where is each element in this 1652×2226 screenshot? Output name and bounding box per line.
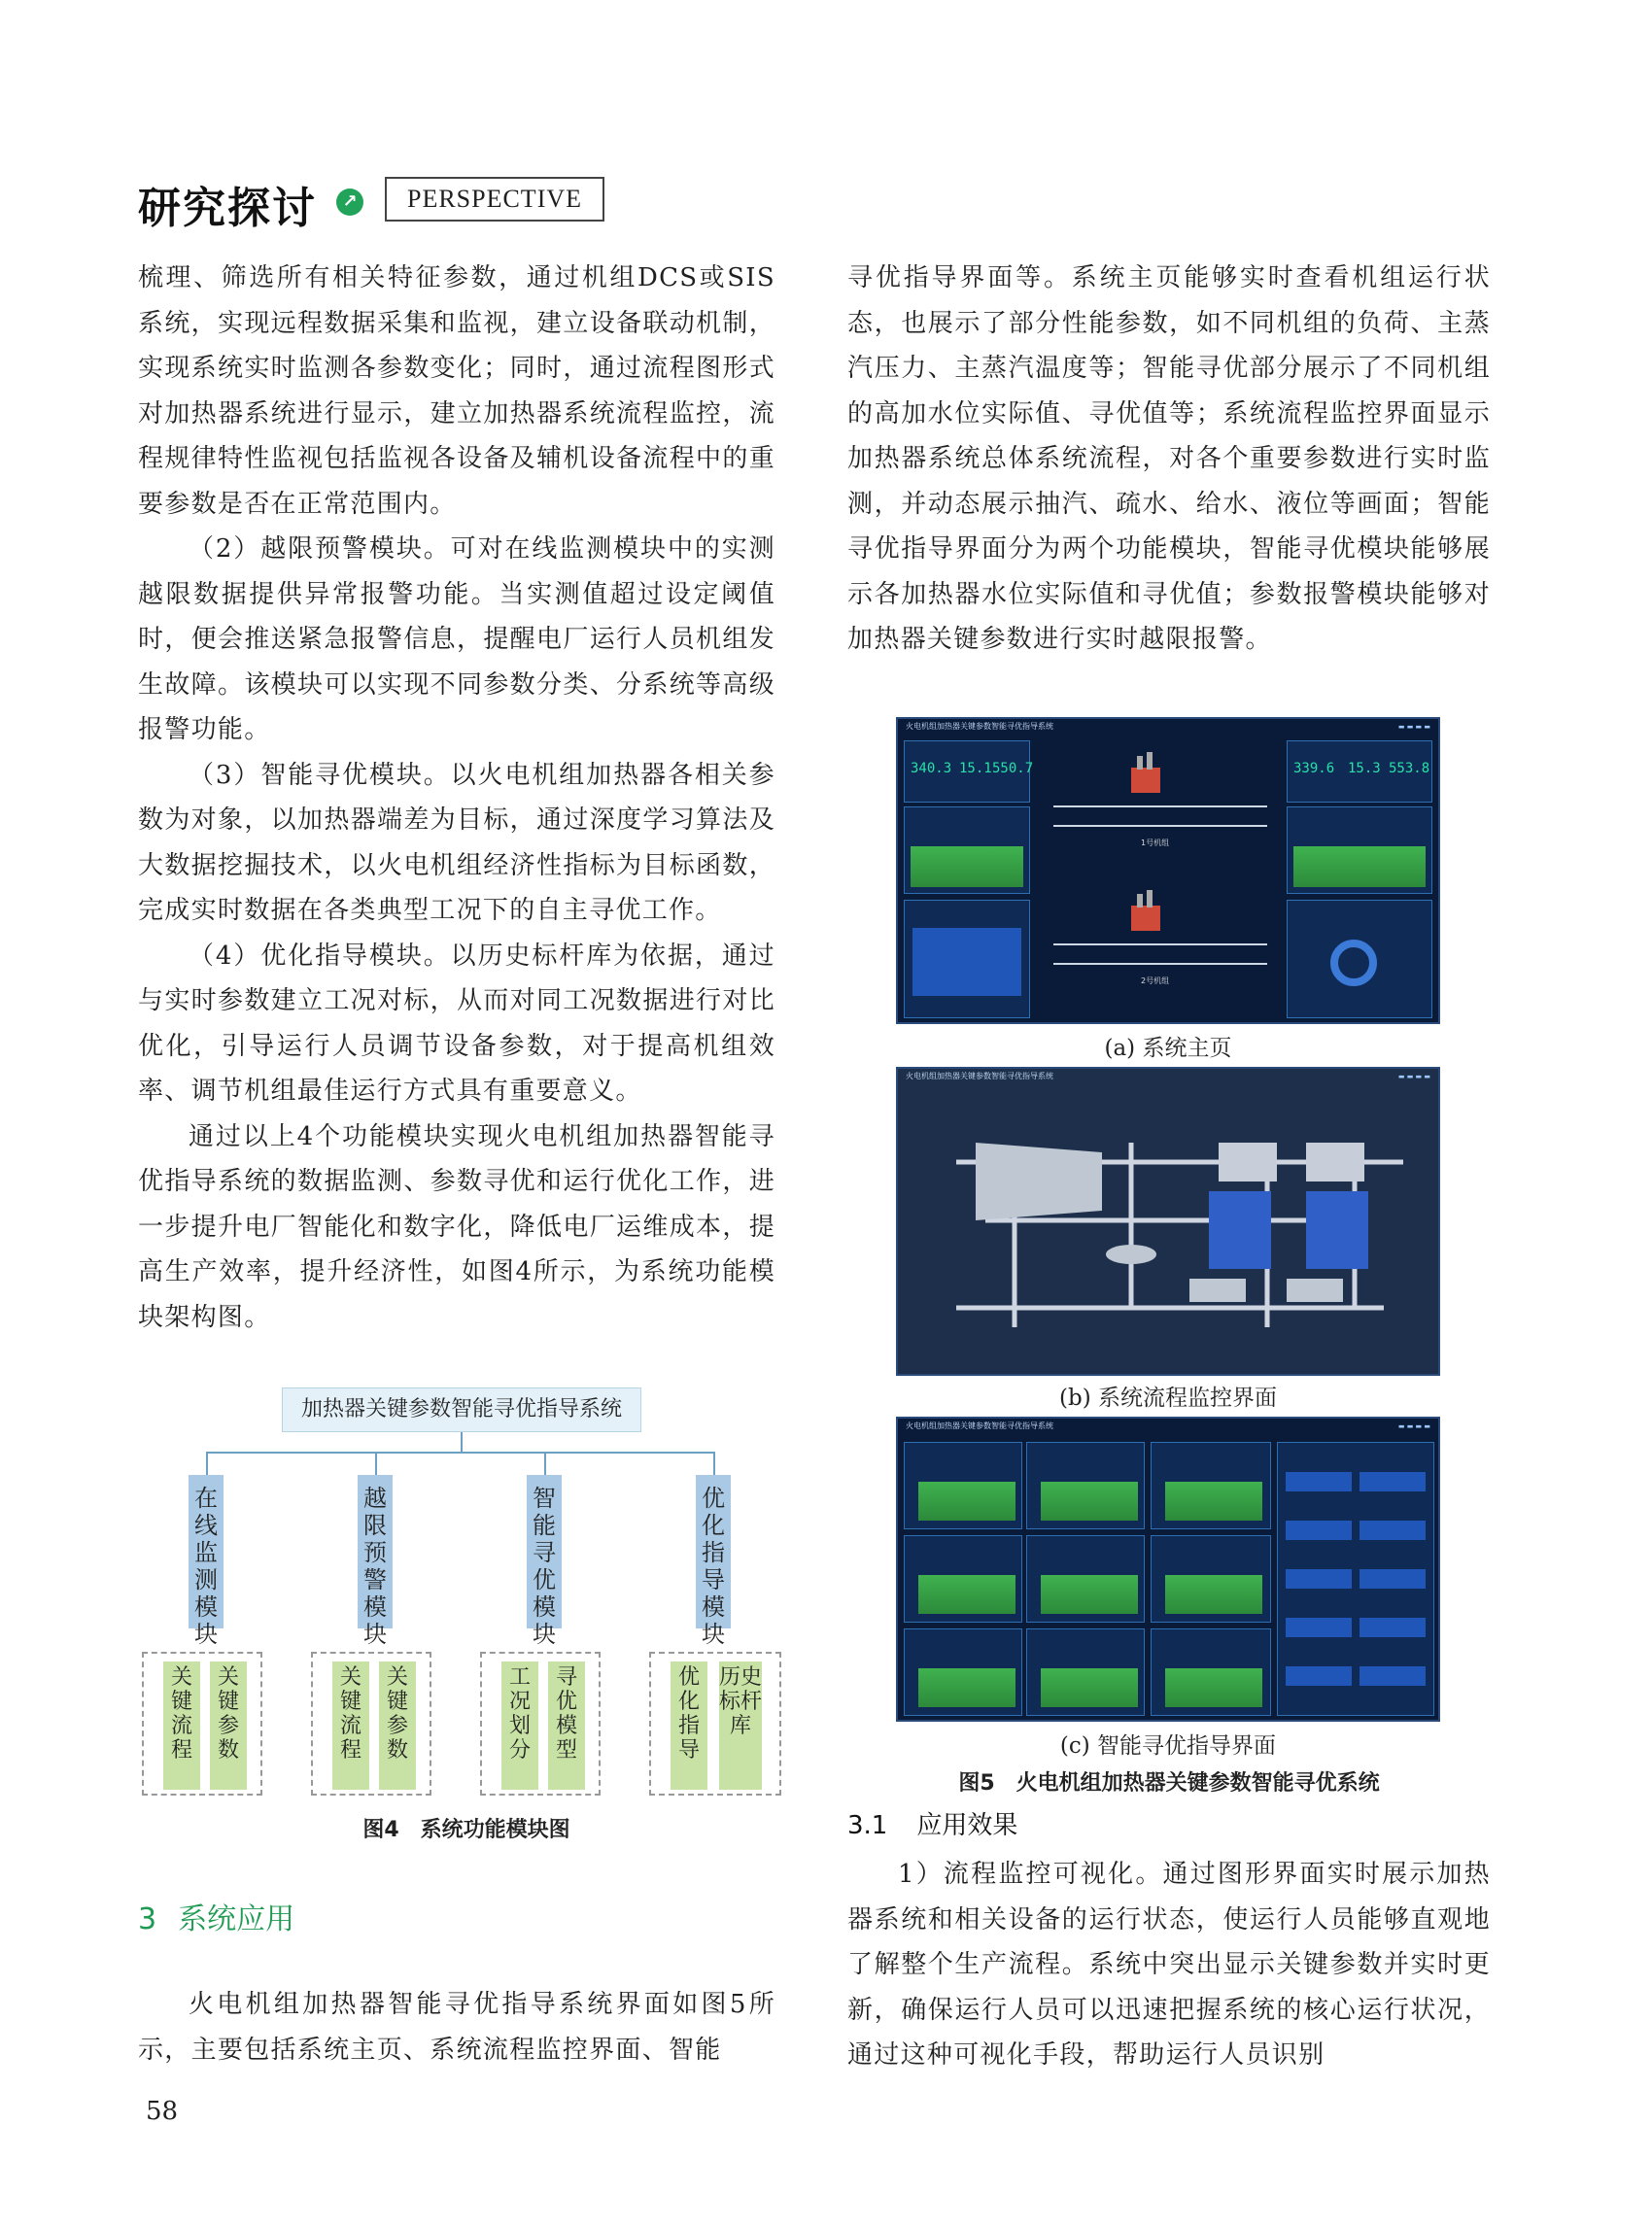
chart-panel (1151, 1442, 1271, 1529)
screen-nav: ▬ ▬ ▬ ▬ (1397, 1073, 1430, 1080)
digit-readout: 553.8 (1389, 761, 1430, 776)
figure5-caption: 图5 火电机组加热器关键参数智能寻优系统 (958, 1771, 1380, 1796)
chart-panel (1026, 1628, 1145, 1716)
page-number: 58 (146, 2097, 179, 2126)
section-en-label: PERSPECTIVE (385, 177, 604, 222)
module-box-limit-warning: 越限预警模块 (358, 1475, 393, 1628)
chart-panel (1026, 1535, 1145, 1623)
leaf-box: 关键参数 (379, 1661, 416, 1790)
leaf-group (649, 1652, 781, 1796)
leaf-box: 寻优模型 (548, 1661, 585, 1790)
screen-nav: ▬ ▬ ▬ ▬ (1397, 723, 1430, 731)
leaf-box: 关键流程 (332, 1661, 369, 1790)
trend-panel (1287, 806, 1432, 894)
section-number: 3 (138, 1902, 157, 1936)
paragraph: （3）智能寻优模块。以火电机组加热器各相关参数为对象，以加热器端差为目标，通过深度学习算法及大数据挖掘技术，以火电机组经济性指标为目标函数，完成实时数据在各类典型工况下的自主寻优工作。 (138, 760, 775, 925)
leaf-box: 工况划分 (501, 1661, 538, 1790)
subsection-text (847, 1852, 1491, 2078)
digit-readout: 550.7 (992, 761, 1034, 776)
screen-title: 火电机组加热器关键参数智能寻优指导系统 (906, 722, 1053, 731)
leaf-box: 优化指导 (671, 1661, 707, 1790)
chart-panel (1151, 1535, 1271, 1623)
subsection-title: 应用效果 (916, 1811, 1018, 1840)
chart-panel (1151, 1628, 1271, 1716)
leaf-group (142, 1652, 262, 1796)
subcaption-a: (a) 系统主页 (1104, 1036, 1232, 1061)
digit-readout: 339.6 (1293, 761, 1335, 776)
alarm-list-panel (1277, 1442, 1434, 1716)
paragraph: 寻优指导界面等。系统主页能够实时查看机组运行状态，也展示了部分性能参数，如不同机组的负荷、主蒸汽压力、主蒸汽温度等；智能寻优部分展示了不同机组的高加水位实际值、寻优值等；系统流程监控界面显示加热器系统总体系统流程，对各个重要参数进行实时监测，并动态展示抽汽、疏水、给水、液位等画面；智能寻优指导界面分为两个功能模块，智能寻优模块能够展示各加热器水位实际值和寻优值；参数报警模块能够对加热器关键参数进行实时越限报警。 (847, 263, 1491, 654)
subsection-number: 3.1 (847, 1811, 888, 1840)
subcaption-b: (b) 系统流程监控界面 (1059, 1386, 1277, 1411)
screenshot-flow-monitoring (896, 1067, 1440, 1376)
diagram-root-box: 加热器关键参数智能寻优指导系统 (282, 1387, 641, 1432)
figure4-caption: 图4 系统功能模块图 (362, 1818, 570, 1842)
chart-panel (1026, 1442, 1145, 1529)
module-box-online-monitoring: 在线监测模块 (189, 1475, 224, 1628)
section-title: 系统应用 (178, 1902, 295, 1936)
right-column-text (847, 256, 1491, 663)
connector (206, 1452, 208, 1475)
trend-panel (904, 806, 1030, 894)
chart-panel (904, 1628, 1022, 1716)
module-box-smart-optimization: 智能寻优模块 (527, 1475, 562, 1628)
connector (375, 1452, 377, 1475)
leaf-group (480, 1652, 601, 1796)
screen-title: 火电机组加热器关键参数智能寻优指导系统 (906, 1421, 1053, 1430)
digit-readout: 15.1 (959, 761, 992, 776)
paragraph: 通过以上4个功能模块实现火电机组加热器智能寻优指导系统的数据监测、参数寻优和运行优化工作，进一步提升电厂智能化和数字化，降低电厂运维成本，提高生产效率，提升经济性，如图4所示，为系统功能模块架构图。 (138, 1121, 775, 1332)
leaf-box: 关键参数 (210, 1661, 247, 1790)
module-box-optimization-guidance: 优化指导模块 (696, 1475, 731, 1628)
section3-text (138, 1982, 775, 2072)
leaf-group (311, 1652, 431, 1796)
plant-diagram (1034, 738, 1283, 1020)
paragraph: （4）优化指导模块。以历史标杆库为依据，通过与实时参数建立工况对标，从而对同工况数据进行对比优化，引导运行人员调节设备参数，对于提高机组效率、调节机组最佳运行方式具有重要意义。 (138, 941, 775, 1106)
leaf-box: 关键流程 (163, 1661, 200, 1790)
connector (206, 1452, 715, 1454)
paragraph: （2）越限预警模块。可对在线监测模块中的实测越限数据提供异常报警功能。当实测值超过设定阈值时，便会推送紧急报警信息，提醒电厂运行人员机组发生故障。该模块可以实现不同参数分类、分系统等高级报警功能。 (138, 534, 775, 744)
arrow-circle-icon: ↗ (336, 188, 363, 216)
stats-panel (1287, 740, 1432, 803)
screen-title: 火电机组加热器关键参数智能寻优指导系统 (906, 1072, 1053, 1080)
screenshot-system-homepage (896, 717, 1440, 1024)
paragraph: 1）流程监控可视化。通过图形界面实时展示加热器系统和相关设备的运行状态，使运行人员能够直观地了解整个生产流程。系统中突出显示关键参数并实时更新，确保运行人员可以迅速把握系统的核心运行状况，通过这种可视化手段，帮助运行人员识别 (847, 1860, 1491, 2070)
screenshot-optimization-guidance (896, 1417, 1440, 1722)
screen-nav: ▬ ▬ ▬ ▬ (1397, 1422, 1430, 1430)
subcaption-c: (c) 智能寻优指导界面 (1059, 1733, 1277, 1759)
left-column-text (138, 256, 775, 1340)
paragraph: 梳理、筛选所有相关特征参数，通过机组DCS或SIS系统，实现远程数据采集和监视，建立设备联动机制，实现系统实时监测各参数变化；同时，通过流程图形式对加热器系统进行显示，建立加热器系统流程监控，流程规律特性监视包括监视各设备及辅机设备流程中的重要参数是否在正常范围内。 (138, 263, 775, 519)
unit-label: 1号机组 (1141, 839, 1170, 847)
digit-readout: 15.3 (1348, 761, 1381, 776)
journal-section-title: 研究探讨 (138, 184, 317, 233)
section-heading (138, 1895, 294, 1937)
chart-panel (904, 1442, 1022, 1529)
alarm-panel (1287, 900, 1432, 1018)
flow-diagram (898, 1084, 1438, 1374)
chart-panel (904, 1535, 1022, 1623)
digit-readout: 340.3 (911, 761, 952, 776)
paragraph: 火电机组加热器智能寻优指导系统界面如图5所示，主要包括系统主页、系统流程监控界面、智能 (138, 1990, 775, 2065)
unit-label: 2号机组 (1141, 976, 1170, 985)
connector (544, 1452, 546, 1475)
leaf-box: 历史标杆库 (719, 1661, 762, 1790)
connector (713, 1452, 715, 1475)
stats-panel (904, 740, 1034, 803)
subsection-heading (847, 1805, 1017, 1841)
connector (461, 1432, 463, 1452)
unit-status-panel (904, 900, 1030, 1018)
